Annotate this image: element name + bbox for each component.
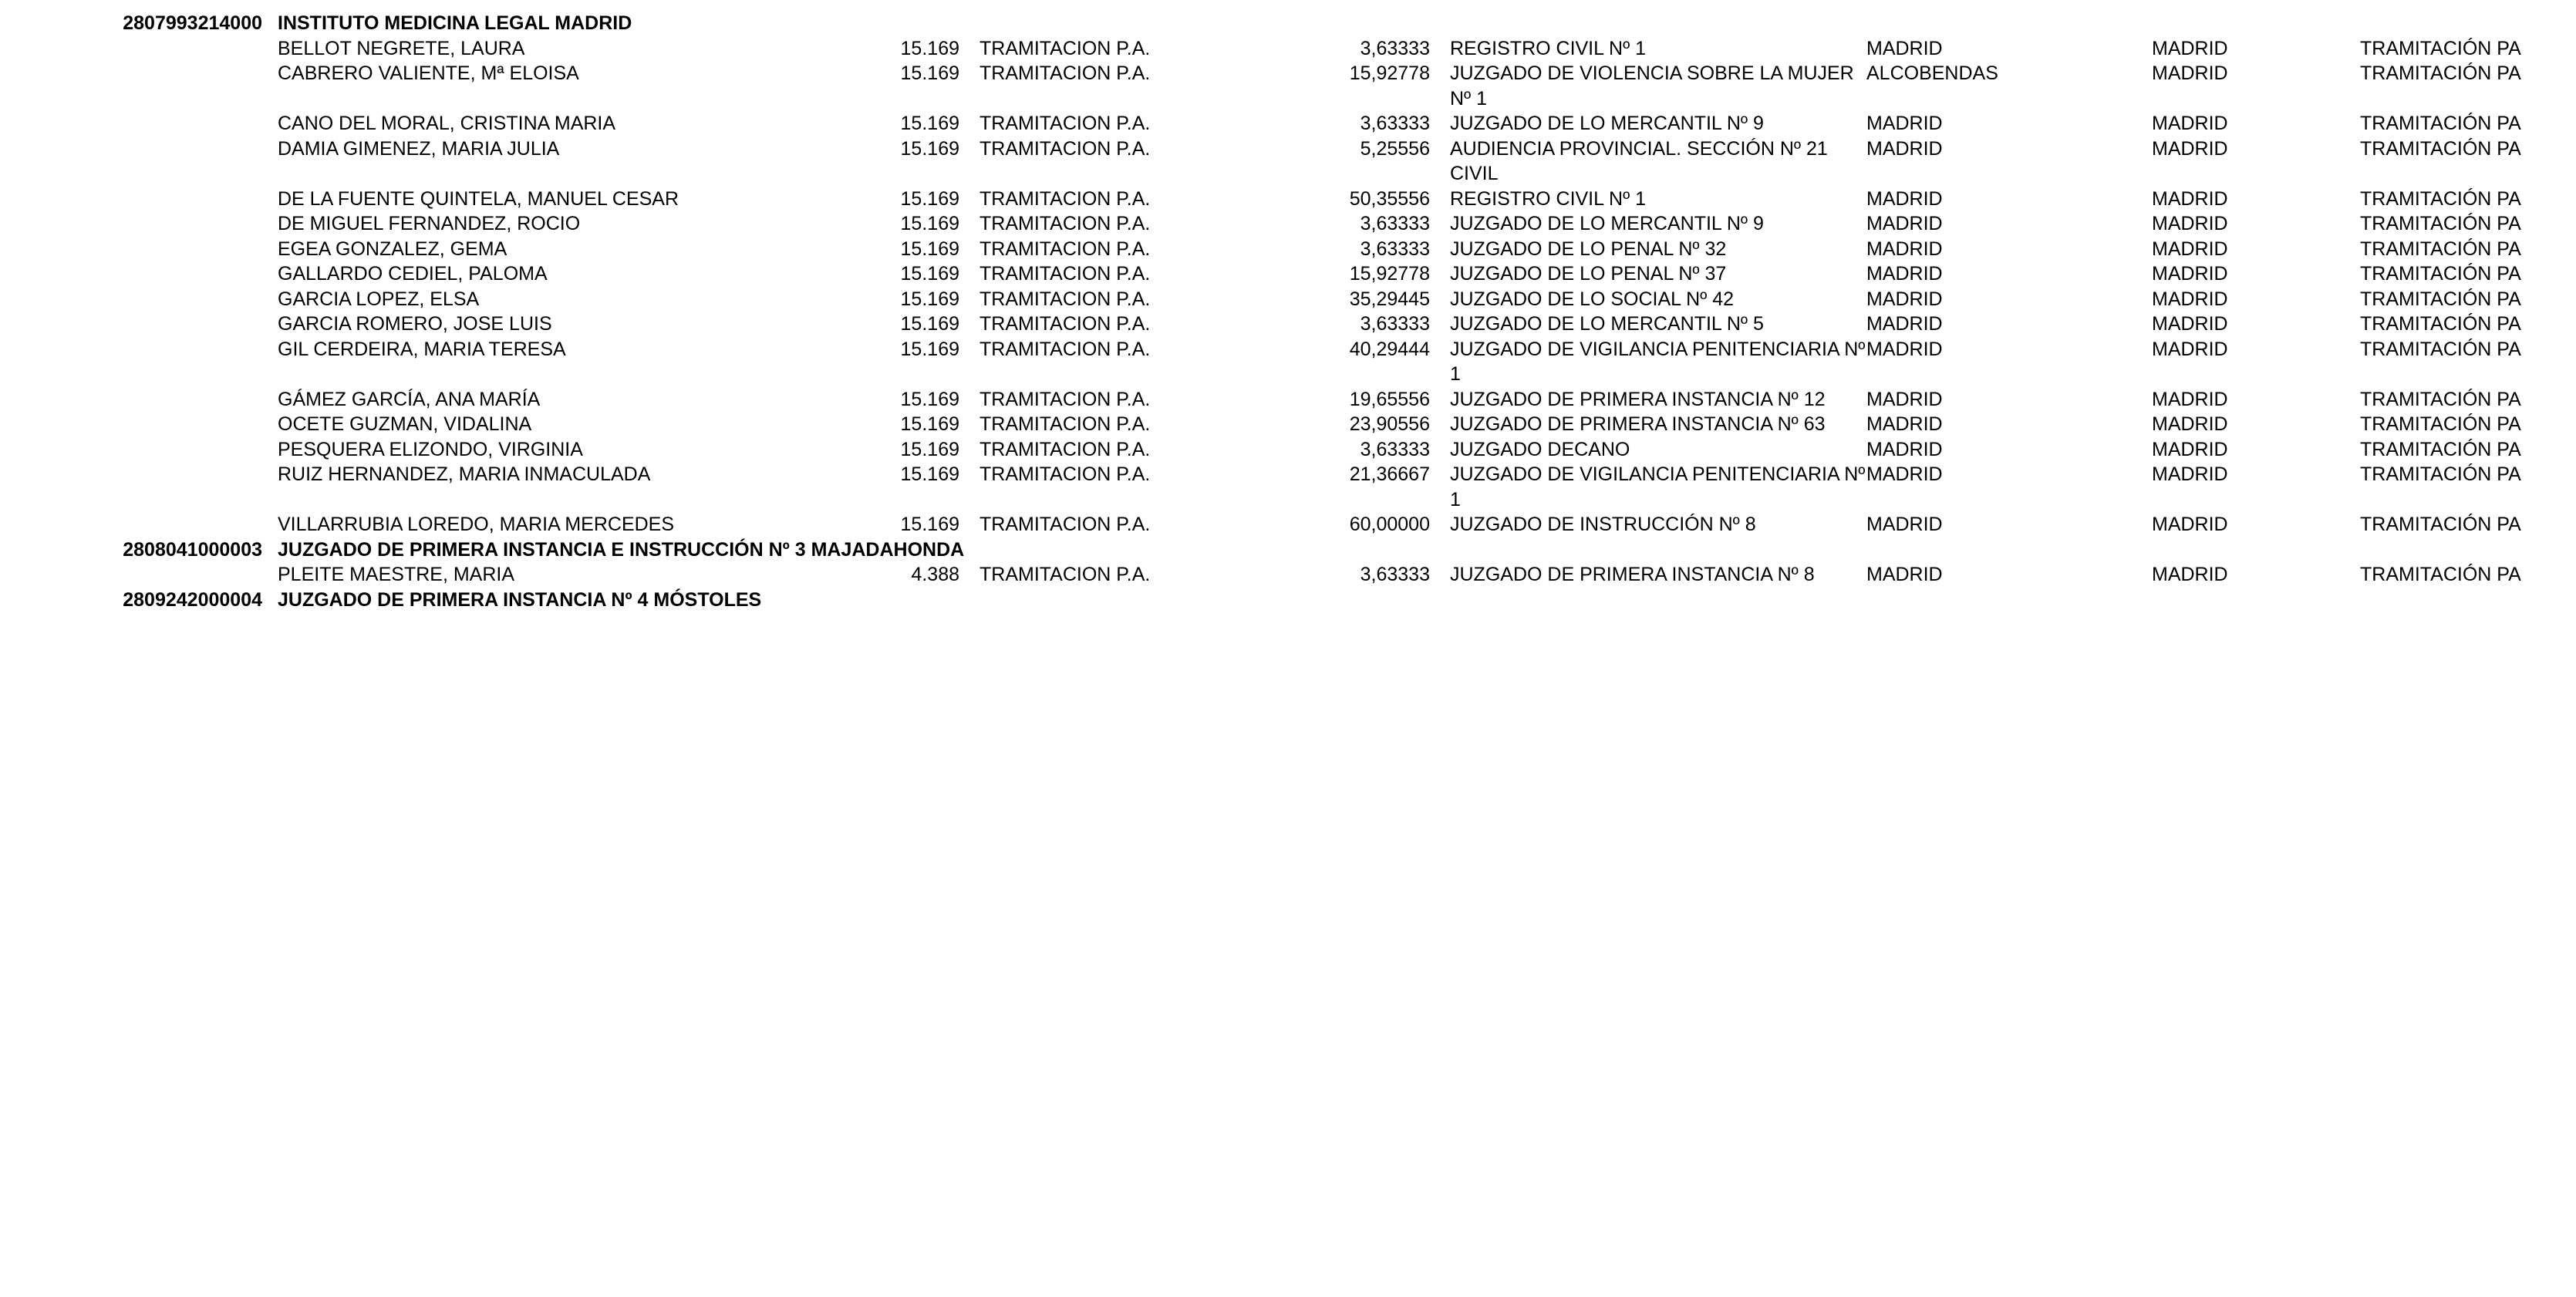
- row-name: DAMIA GIMENEZ, MARIA JULIA: [278, 137, 560, 160]
- row-province: MADRID: [2152, 187, 2228, 210]
- table-row: [0, 211, 2576, 237]
- row-amount: 15.169: [900, 238, 959, 260]
- row-code-spacer: [0, 237, 278, 262]
- row-procedure: TRAMITACION P.A.: [979, 388, 1151, 410]
- row-type: TRAMITACIÓN PA: [2360, 438, 2521, 460]
- row-code-spacer: [0, 36, 278, 62]
- row-points: 5,25556: [1360, 137, 1430, 160]
- row-points: 3,63333: [1360, 113, 1430, 134]
- row-type: TRAMITACIÓN PA: [2360, 463, 2521, 485]
- row-amount: 15.169: [900, 463, 959, 485]
- group-title: INSTITUTO MEDICINA LEGAL MADRID: [278, 12, 632, 34]
- row-organism: JUZGADO DE LO MERCANTIL Nº 9: [1450, 113, 1764, 134]
- row-amount: 15.169: [900, 213, 959, 234]
- row-code-spacer: [0, 211, 278, 237]
- row-province: MADRID: [2152, 338, 2228, 360]
- row-amount: 15.169: [900, 113, 959, 134]
- row-procedure: TRAMITACION P.A.: [979, 564, 1151, 585]
- table-row: [0, 387, 2576, 413]
- row-procedure: TRAMITACION P.A.: [979, 438, 1151, 460]
- row-amount: 4.388: [911, 564, 959, 585]
- row-points: 35,29445: [1349, 288, 1430, 310]
- row-type: TRAMITACIÓN PA: [2360, 113, 2521, 134]
- table-row: [0, 36, 2576, 62]
- row-procedure: TRAMITACION P.A.: [979, 187, 1151, 210]
- row-name: PESQUERA ELIZONDO, VIRGINIA: [278, 438, 583, 460]
- row-name: GIL CERDEIRA, MARIA TERESA: [278, 338, 566, 360]
- row-code-spacer: [0, 562, 278, 588]
- group-title: JUZGADO DE PRIMERA INSTANCIA Nº 4 MÓSTOLES: [278, 588, 762, 611]
- table-row: [0, 136, 2576, 187]
- table-row: [0, 61, 2576, 111]
- group-header-row: [0, 11, 2576, 36]
- row-amount: 15.169: [900, 62, 959, 84]
- row-name: DE LA FUENTE QUINTELA, MANUEL CESAR: [278, 187, 679, 210]
- row-province: MADRID: [2152, 514, 2228, 535]
- row-type: TRAMITACIÓN PA: [2360, 388, 2521, 410]
- row-points: 3,63333: [1360, 213, 1430, 234]
- row-points: 15,92778: [1349, 263, 1430, 285]
- row-code-spacer: [0, 462, 278, 512]
- row-code-spacer: [0, 287, 278, 312]
- row-name: DE MIGUEL FERNANDEZ, ROCIO: [278, 213, 581, 234]
- row-organism: JUZGADO DE INSTRUCCIÓN Nº 8: [1450, 514, 1756, 535]
- row-amount: 15.169: [900, 263, 959, 285]
- row-organism: REGISTRO CIVIL Nº 1: [1450, 37, 1647, 59]
- row-points: 23,90556: [1349, 413, 1430, 435]
- table-row: [0, 287, 2576, 312]
- table-row: [0, 437, 2576, 463]
- row-procedure: TRAMITACION P.A.: [979, 313, 1151, 335]
- row-name: GARCIA ROMERO, JOSE LUIS: [278, 313, 552, 335]
- row-organism: JUZGADO DE PRIMERA INSTANCIA Nº 8: [1450, 564, 1815, 585]
- row-province: MADRID: [2152, 313, 2228, 335]
- row-organism: JUZGADO DE PRIMERA INSTANCIA Nº 63: [1450, 413, 1826, 435]
- row-type: TRAMITACIÓN PA: [2360, 338, 2521, 360]
- row-province: MADRID: [2152, 62, 2228, 84]
- group-code: 2807993214000: [123, 12, 262, 34]
- row-procedure: TRAMITACION P.A.: [979, 238, 1151, 260]
- row-code-spacer: [0, 61, 278, 111]
- table-row: [0, 111, 2576, 136]
- row-procedure: TRAMITACION P.A.: [979, 137, 1151, 160]
- row-procedure: TRAMITACION P.A.: [979, 37, 1151, 59]
- row-points: 50,35556: [1349, 187, 1430, 210]
- row-procedure: TRAMITACION P.A.: [979, 514, 1151, 535]
- row-code-spacer: [0, 312, 278, 337]
- row-type: TRAMITACIÓN PA: [2360, 187, 2521, 210]
- row-name: CANO DEL MORAL, CRISTINA MARIA: [278, 113, 616, 134]
- row-locality: MADRID: [1866, 438, 1943, 460]
- group-header-row: [0, 537, 2576, 563]
- table-row: [0, 512, 2576, 537]
- row-amount: 15.169: [900, 37, 959, 59]
- row-points: 60,00000: [1349, 514, 1430, 535]
- row-points: 15,92778: [1349, 62, 1430, 84]
- row-code-spacer: [0, 512, 278, 537]
- row-organism: JUZGADO DE VIOLENCIA SOBRE LA MUJER Nº 1: [1450, 62, 1854, 109]
- row-code-spacer: [0, 261, 278, 287]
- row-points: 3,63333: [1360, 313, 1430, 335]
- table-row: [0, 412, 2576, 437]
- row-locality: MADRID: [1866, 263, 1943, 285]
- group-code: 2808041000003: [123, 538, 262, 561]
- row-procedure: TRAMITACION P.A.: [979, 338, 1151, 360]
- row-province: MADRID: [2152, 413, 2228, 435]
- row-code-spacer: [0, 337, 278, 387]
- group-header-row: [0, 588, 2576, 613]
- row-procedure: TRAMITACION P.A.: [979, 413, 1151, 435]
- document-page: [0, 11, 2576, 1297]
- row-locality: MADRID: [1866, 113, 1943, 134]
- table-body: [0, 11, 2576, 612]
- row-amount: 15.169: [900, 438, 959, 460]
- table-row: [0, 562, 2576, 588]
- row-code-spacer: [0, 187, 278, 212]
- row-amount: 15.169: [900, 413, 959, 435]
- row-type: TRAMITACIÓN PA: [2360, 413, 2521, 435]
- row-locality: MADRID: [1866, 238, 1943, 260]
- row-points: 21,36667: [1349, 463, 1430, 485]
- row-name: VILLARRUBIA LOREDO, MARIA MERCEDES: [278, 514, 675, 535]
- row-procedure: TRAMITACION P.A.: [979, 288, 1151, 310]
- row-amount: 15.169: [900, 514, 959, 535]
- row-name: GALLARDO CEDIEL, PALOMA: [278, 263, 548, 285]
- row-type: TRAMITACIÓN PA: [2360, 313, 2521, 335]
- row-amount: 15.169: [900, 338, 959, 360]
- adjudications-table: [0, 11, 2576, 612]
- row-name: CABRERO VALIENTE, Mª ELOISA: [278, 62, 579, 84]
- row-type: TRAMITACIÓN PA: [2360, 263, 2521, 285]
- row-province: MADRID: [2152, 213, 2228, 234]
- row-type: TRAMITACIÓN PA: [2360, 137, 2521, 160]
- row-locality: MADRID: [1866, 213, 1943, 234]
- row-amount: 15.169: [900, 313, 959, 335]
- row-name: OCETE GUZMAN, VIDALINA: [278, 413, 532, 435]
- row-province: MADRID: [2152, 564, 2228, 585]
- row-name: GARCIA LOPEZ, ELSA: [278, 288, 480, 310]
- row-type: TRAMITACIÓN PA: [2360, 288, 2521, 310]
- row-locality: MADRID: [1866, 313, 1943, 335]
- row-code-spacer: [0, 387, 278, 413]
- table-row: [0, 462, 2576, 512]
- row-points: 19,65556: [1349, 388, 1430, 410]
- row-organism: JUZGADO DE LO MERCANTIL Nº 5: [1450, 313, 1764, 335]
- row-organism: JUZGADO DE PRIMERA INSTANCIA Nº 12: [1450, 388, 1826, 410]
- row-locality: MADRID: [1866, 187, 1943, 210]
- row-amount: 15.169: [900, 388, 959, 410]
- row-procedure: TRAMITACION P.A.: [979, 62, 1151, 84]
- row-locality: MADRID: [1866, 564, 1943, 585]
- row-province: MADRID: [2152, 238, 2228, 260]
- row-type: TRAMITACIÓN PA: [2360, 238, 2521, 260]
- row-locality: MADRID: [1866, 37, 1943, 59]
- row-code-spacer: [0, 111, 278, 136]
- row-organism: JUZGADO DECANO: [1450, 438, 1630, 460]
- row-province: MADRID: [2152, 37, 2228, 59]
- row-type: TRAMITACIÓN PA: [2360, 37, 2521, 59]
- row-organism: JUZGADO DE LO PENAL Nº 32: [1450, 238, 1727, 260]
- row-province: MADRID: [2152, 463, 2228, 485]
- row-locality: MADRID: [1866, 463, 1943, 485]
- row-type: TRAMITACIÓN PA: [2360, 213, 2521, 234]
- row-points: 40,29444: [1349, 338, 1430, 360]
- row-organism: JUZGADO DE VIGILANCIA PENITENCIARIA Nº 1: [1450, 463, 1866, 510]
- row-procedure: TRAMITACION P.A.: [979, 113, 1151, 134]
- row-locality: MADRID: [1866, 413, 1943, 435]
- row-organism: JUZGADO DE LO SOCIAL Nº 42: [1450, 288, 1735, 310]
- row-organism: JUZGADO DE VIGILANCIA PENITENCIARIA Nº 1: [1450, 338, 1866, 385]
- row-locality: MADRID: [1866, 514, 1943, 535]
- row-province: MADRID: [2152, 263, 2228, 285]
- row-province: MADRID: [2152, 288, 2228, 310]
- group-title: JUZGADO DE PRIMERA INSTANCIA E INSTRUCCIÓN Nº 3 MAJADAHONDA: [278, 538, 965, 561]
- row-code-spacer: [0, 412, 278, 437]
- row-code-spacer: [0, 136, 278, 187]
- row-province: MADRID: [2152, 388, 2228, 410]
- row-name: BELLOT NEGRETE, LAURA: [278, 37, 525, 59]
- group-code: 2809242000004: [123, 588, 262, 611]
- row-points: 3,63333: [1360, 564, 1430, 585]
- row-province: MADRID: [2152, 438, 2228, 460]
- row-locality: MADRID: [1866, 338, 1943, 360]
- row-province: MADRID: [2152, 137, 2228, 160]
- row-amount: 15.169: [900, 137, 959, 160]
- row-procedure: TRAMITACION P.A.: [979, 213, 1151, 234]
- row-locality: ALCOBENDAS: [1866, 62, 1998, 84]
- row-organism: JUZGADO DE LO PENAL Nº 37: [1450, 263, 1727, 285]
- table-row: [0, 187, 2576, 212]
- table-row: [0, 312, 2576, 337]
- row-type: TRAMITACIÓN PA: [2360, 564, 2521, 585]
- row-organism: JUZGADO DE LO MERCANTIL Nº 9: [1450, 213, 1764, 234]
- row-province: MADRID: [2152, 113, 2228, 134]
- row-amount: 15.169: [900, 288, 959, 310]
- row-points: 3,63333: [1360, 438, 1430, 460]
- row-name: PLEITE MAESTRE, MARIA: [278, 564, 515, 585]
- row-name: RUIZ HERNANDEZ, MARIA INMACULADA: [278, 463, 651, 485]
- row-locality: MADRID: [1866, 388, 1943, 410]
- row-procedure: TRAMITACION P.A.: [979, 263, 1151, 285]
- row-organism: REGISTRO CIVIL Nº 1: [1450, 187, 1647, 210]
- row-type: TRAMITACIÓN PA: [2360, 62, 2521, 84]
- row-locality: MADRID: [1866, 137, 1943, 160]
- table-row: [0, 237, 2576, 262]
- row-name: GÁMEZ GARCÍA, ANA MARÍA: [278, 388, 541, 410]
- table-row: [0, 261, 2576, 287]
- row-name: EGEA GONZALEZ, GEMA: [278, 238, 507, 260]
- row-locality: MADRID: [1866, 288, 1943, 310]
- row-amount: 15.169: [900, 187, 959, 210]
- row-points: 3,63333: [1360, 37, 1430, 59]
- row-procedure: TRAMITACION P.A.: [979, 463, 1151, 485]
- row-points: 3,63333: [1360, 238, 1430, 260]
- row-type: TRAMITACIÓN PA: [2360, 514, 2521, 535]
- table-row: [0, 337, 2576, 387]
- row-code-spacer: [0, 437, 278, 463]
- row-organism: AUDIENCIA PROVINCIAL. SECCIÓN Nº 21 CIVIL: [1450, 137, 1828, 184]
